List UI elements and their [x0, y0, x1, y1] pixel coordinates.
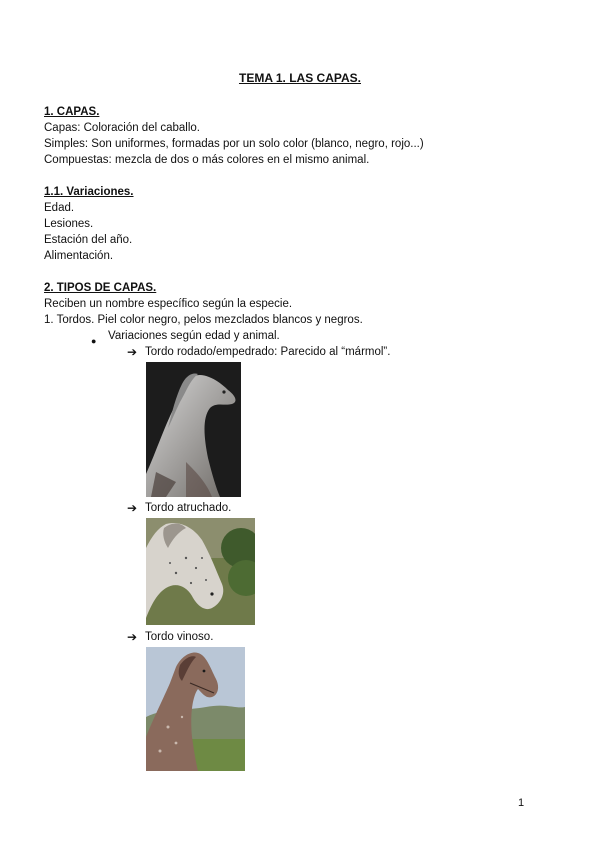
paragraph-line: Simples: Son uniformes, formadas por un solo color (blanco, negro, rojo...) — [44, 138, 424, 150]
list-item: Alimentación. — [44, 250, 114, 262]
list-item: Edad. — [44, 202, 75, 214]
paragraph-line: Compuestas: mezcla de dos o más colores en el mismo animal. — [44, 154, 370, 166]
page-number: 1 — [518, 797, 525, 809]
numbered-item: 1. Tordos. Piel color negro, pelos mezclados blancos y negros. — [44, 314, 363, 326]
arrow-bullet-icon: ➔ — [127, 630, 138, 644]
arrow-bullet-icon: ➔ — [127, 345, 138, 359]
horse-photo-tordo-atruchado — [146, 518, 255, 625]
arrow-bullet-icon: ➔ — [127, 501, 138, 515]
paragraph-line: Capas: Coloración del caballo. — [44, 122, 200, 134]
horse-photo-tordo-vinoso — [146, 647, 245, 771]
bullet-icon: ● — [91, 336, 97, 346]
list-item: Estación del año. — [44, 234, 133, 246]
horse-photo-tordo-rodado — [146, 362, 241, 497]
sub-bullet-item: Tordo atruchado. — [145, 502, 232, 514]
list-item: Lesiones. — [44, 218, 94, 230]
section-heading-variaciones: 1.1. Variaciones. — [44, 186, 134, 198]
section-heading-tipos: 2. TIPOS DE CAPAS. — [44, 282, 157, 294]
sub-bullet-item: Tordo rodado/empedrado: Parecido al “mármol”. — [145, 346, 391, 358]
bullet-item: Variaciones según edad y animal. — [108, 330, 280, 342]
paragraph-line: Reciben un nombre específico según la especie. — [44, 298, 293, 310]
sub-bullet-item: Tordo vinoso. — [145, 631, 214, 643]
section-heading-capas: 1. CAPAS. — [44, 106, 100, 118]
document-title: TEMA 1. LAS CAPAS. — [238, 71, 361, 85]
